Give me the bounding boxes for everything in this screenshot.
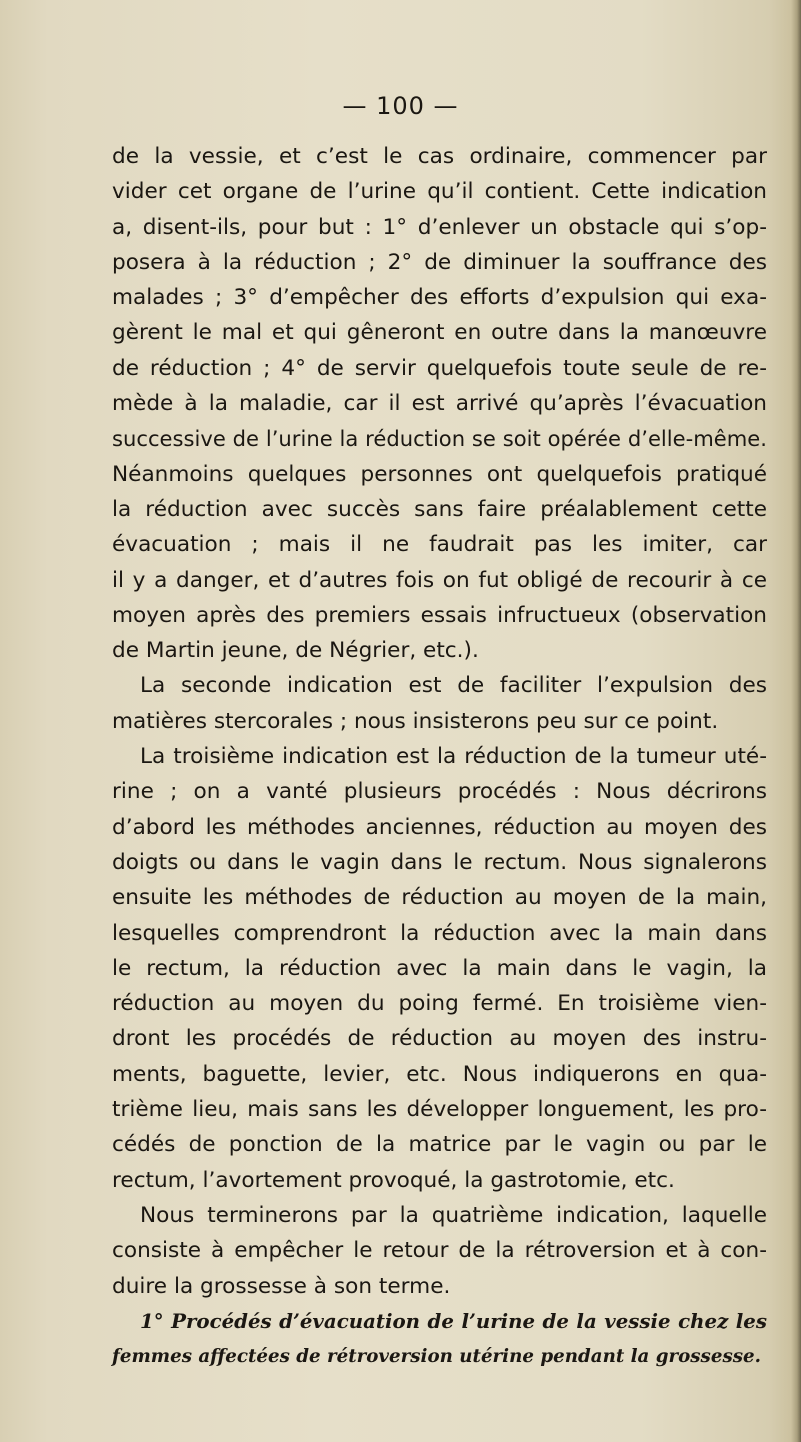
text-line: La seconde indication est de faciliter l’expulsion des [140,673,767,699]
text-line: matières stercorales ; nous insisterons peu sur ce point. [112,708,719,734]
text-line: trième lieu, mais sans les développer longuement, les pro- [112,1097,767,1123]
text-line: a, disent-ils, pour but : 1° d’enlever un obstacle qui s’op- [112,214,767,240]
text-line: doigts ou dans le vagin dans le rectum. Nous signalerons [112,849,767,875]
text-line: rine ; on a vanté plusieurs procédés : Nous décrirons [112,779,767,805]
text-line: successive de l’urine la réduction se soit opérée d’elle-même. [112,426,767,452]
page-body [112,139,767,1374]
text-line: de réduction ; 4° de servir quelquefois toute seule de re- [112,355,767,381]
text-line: lesquelles comprendront la réduction avec la main dans [112,920,767,946]
text-line: posera à la réduction ; 2° de diminuer la souffrance des [112,249,767,275]
text-line: La troisième indication est la réduction de la tumeur uté- [140,744,767,770]
text-line: Nous terminerons par la quatrième indication, laquelle [140,1202,767,1228]
text-line: de la vessie, et c’est le cas ordinaire, commencer par [112,144,767,169]
section-heading-line: femmes affectées de rétroversion utérine pendant la grossesse. [112,1346,761,1368]
text-line: de Martin jeune, de Négrier, etc.). [112,638,479,664]
text-line: mède à la maladie, car il est arrivé qu’après l’évacuation [112,391,767,417]
text-line: duire la grossesse à son terme. [112,1273,451,1299]
text-line: le rectum, la réduction avec la main dans le vagin, la [112,955,767,981]
text-line: rectum, l’avortement provoqué, la gastrotomie, etc. [112,1167,675,1193]
text-line: ments, baguette, levier, etc. Nous indiquerons en qua- [112,1061,767,1087]
text-line: d’abord les méthodes anciennes, réduction au moyen des [112,814,767,840]
page-number: — 100 — [342,92,459,120]
text-line: la réduction avec succès sans faire préalablement cette [112,496,767,522]
text-line: gèrent le mal et qui gêneront en outre dans la manœuvre [112,320,767,346]
page-edge-shadow [791,0,801,1442]
text-line: vider cet organe de l’urine qu’il contient. Cette indication [112,179,767,205]
text-line: ensuite les méthodes de réduction au moyen de la main, [112,885,767,911]
text-line: Néanmoins quelques personnes ont quelquefois pratiqué [112,461,767,487]
section-heading-line: 1° Procédés d’évacuation de l’urine de la vessie chez les [140,1308,767,1333]
text-line: réduction au moyen du poing fermé. En troisième vien- [112,991,767,1017]
text-line: moyen après des premiers essais infructueux (observation [112,602,767,628]
text-line: cédés de ponction de la matrice par le vagin ou par le [112,1132,767,1158]
text-line: dront les procédés de réduction au moyen des instru- [112,1026,767,1052]
text-line: évacuation ; mais il ne faudrait pas les imiter, car [112,532,767,558]
text-line: consiste à empêcher le retour de la rétroversion et à con- [112,1238,767,1264]
text-line: il y a danger, et d’autres fois on fut obligé de recourir à ce [112,567,767,593]
text-line: malades ; 3° d’empêcher des efforts d’expulsion qui exa- [112,285,767,311]
